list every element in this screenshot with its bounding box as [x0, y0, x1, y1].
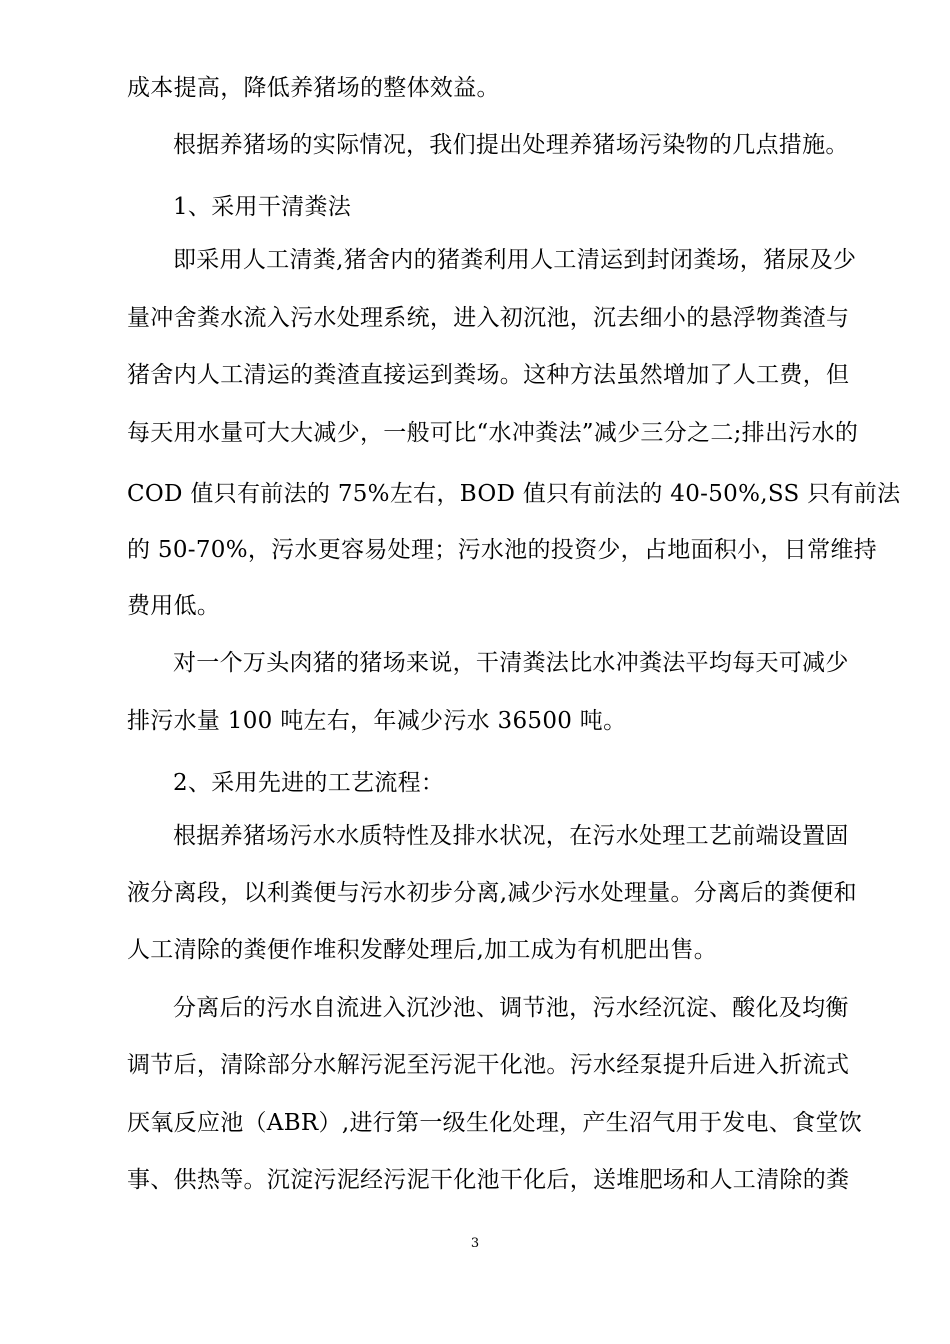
text-line: 调节后，清除部分水解污泥至污泥干化池。污水经泵提升后进入折流式: [127, 1052, 850, 1078]
text-line: 量冲舍粪水流入污水处理系统，进入初沉池，沉去细小的悬浮物粪渣与: [127, 305, 850, 331]
text-line: 对一个万头肉猪的猪场来说，干清粪法比水冲粪法平均每天可减少: [173, 650, 849, 676]
text-line: 即采用人工清粪,猪舍内的猪粪利用人工清运到封闭粪场，猪尿及少: [173, 247, 857, 273]
section-heading: 1、采用干清粪法: [173, 194, 352, 220]
text-line: 猪舍内人工清运的粪渣直接运到粪场。这种方法虽然增加了人工费，但: [127, 362, 850, 388]
text-line: 的 50-70%，污水更容易处理；污水池的投资少，占地面积小，日常维持: [127, 537, 877, 563]
text-line: 根据养猪场污水水质特性及排水状况，在污水处理工艺前端设置固: [173, 823, 849, 849]
text-line: 分离后的污水自流进入沉沙池、调节池，污水经沉淀、酸化及均衡: [173, 995, 849, 1021]
text-line: 每天用水量可大大减少，一般可比“水冲粪法”减少三分之二;排出污水的: [127, 420, 859, 446]
text-line: 排污水量 100 吨左右，年减少污水 36500 吨。: [127, 708, 627, 734]
text-line: 厌氧反应池（ABR）,进行第一级生化处理，产生沼气用于发电、食堂饮: [127, 1110, 863, 1136]
text-line: 液分离段，以利粪便与污水初步分离,减少污水处理量。分离后的粪便和: [127, 880, 857, 906]
text-line: 事、供热等。沉淀污泥经污泥干化池干化后，送堆肥场和人工清除的粪: [127, 1167, 850, 1193]
text-line: 成本提高，降低养猪场的整体效益。: [127, 75, 500, 101]
text-line: COD 值只有前法的 75%左右，BOD 值只有前法的 40-50%,SS 只有前法: [127, 481, 901, 507]
page-number: 3: [470, 1236, 480, 1251]
text-line: 根据养猪场的实际情况，我们提出处理养猪场污染物的几点措施。: [173, 132, 849, 158]
text-line: 人工清除的粪便作堆积发酵处理后,加工成为有机肥出售。: [127, 937, 718, 963]
text-line: 费用低。: [127, 593, 221, 619]
section-heading: 2、采用先进的工艺流程：: [173, 770, 445, 796]
